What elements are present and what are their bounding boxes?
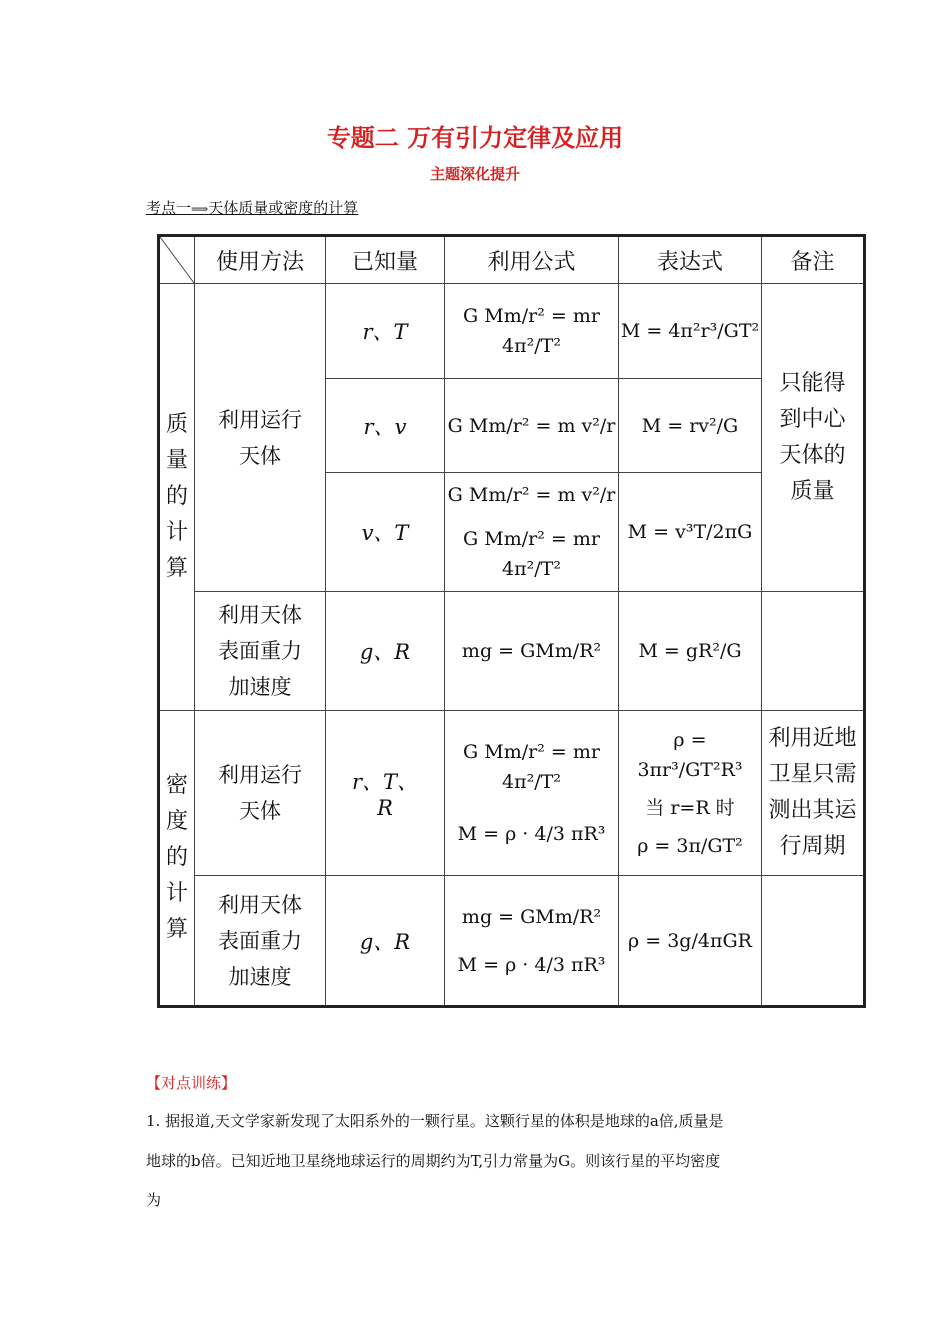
question-line: 地球的b倍。已知近地卫星绕地球运行的周期约为T,引力常量为G。则该行星的平均密度 (146, 1152, 721, 1170)
group-mass-label: 质 量 的 计 算 (159, 284, 195, 711)
formula-cell: G Mm/r² = m v²/r (445, 379, 619, 473)
expression-cell: M = gR²/G (619, 592, 762, 711)
expression-cell: ρ = 3πr³/GT²R³ 当 r=R 时 ρ = 3π/GT² (619, 711, 762, 876)
header-formula: 利用公式 (445, 236, 619, 284)
header-known: 已知量 (326, 236, 445, 284)
header-expression: 表达式 (619, 236, 762, 284)
formula-cell: mg = GMm/R² M = ρ · 4/3 πR³ (445, 876, 619, 1007)
table-row (159, 592, 865, 711)
known-cell: r、v (326, 379, 445, 473)
known-cell: g、R (326, 592, 445, 711)
page-subtitle: 主题深化提升 (429, 165, 520, 183)
section-heading (146, 197, 358, 218)
formula-cell: G Mm/r² = m v²/r G Mm/r² = mr 4π²/T² (445, 473, 619, 592)
formula-cell: mg = GMm/R² (445, 592, 619, 711)
known-cell: v、T (326, 473, 445, 592)
table-row (159, 876, 865, 1007)
expression-cell: M = 4π²r³/GT² (619, 284, 762, 379)
table-row (159, 284, 865, 379)
expression-cell: ρ = 3g/4πGR (619, 876, 762, 1007)
header-note: 备注 (762, 236, 865, 284)
table-header-row (159, 236, 865, 284)
method-orbit-density: 利用运行 天体 (195, 711, 326, 876)
method-surface-mass: 利用天体 表面重力 加速度 (195, 592, 326, 711)
section-label: 考点一 (146, 199, 192, 217)
group-density-label: 密 度 的 计 算 (159, 711, 195, 1007)
method-orbit-mass: 利用运行 天体 (195, 284, 326, 592)
note-mass: 只能得 到中心 天体的 质量 (762, 284, 865, 592)
page-title: 专题二 万有引力定律及应用 (326, 124, 624, 152)
method-surface-density: 利用天体 表面重力 加速度 (195, 876, 326, 1007)
formula-cell: G Mm/r² = mr 4π²/T² (445, 284, 619, 379)
note-empty (762, 876, 865, 1007)
note-empty (762, 592, 865, 711)
formula-cell: G Mm/r² = mr 4π²/T² M = ρ · 4/3 πR³ (445, 711, 619, 876)
formula-table (157, 234, 866, 1008)
arrow-icon: ⟹ (191, 202, 209, 216)
expression-cell: M = v³T/2πG (619, 473, 762, 592)
section-text: 天体质量或密度的计算 (208, 199, 359, 217)
header-method: 使用方法 (195, 236, 326, 284)
diagonal-corner (159, 236, 195, 284)
table-row (159, 711, 865, 876)
practice-heading: 【对点训练】 (146, 1074, 237, 1092)
known-cell: r、T、 R (326, 711, 445, 876)
expression-cell: M = rv²/G (619, 379, 762, 473)
question-line: 1. 据报道,天文学家新发现了太阳系外的一颗行星。这颗行星的体积是地球的a倍,质量是 (146, 1112, 724, 1130)
known-cell: r、T (326, 284, 445, 379)
known-cell: g、R (326, 876, 445, 1007)
question-line: 为 (146, 1191, 162, 1209)
note-density: 利用近地 卫星只需 测出其运 行周期 (762, 711, 865, 876)
